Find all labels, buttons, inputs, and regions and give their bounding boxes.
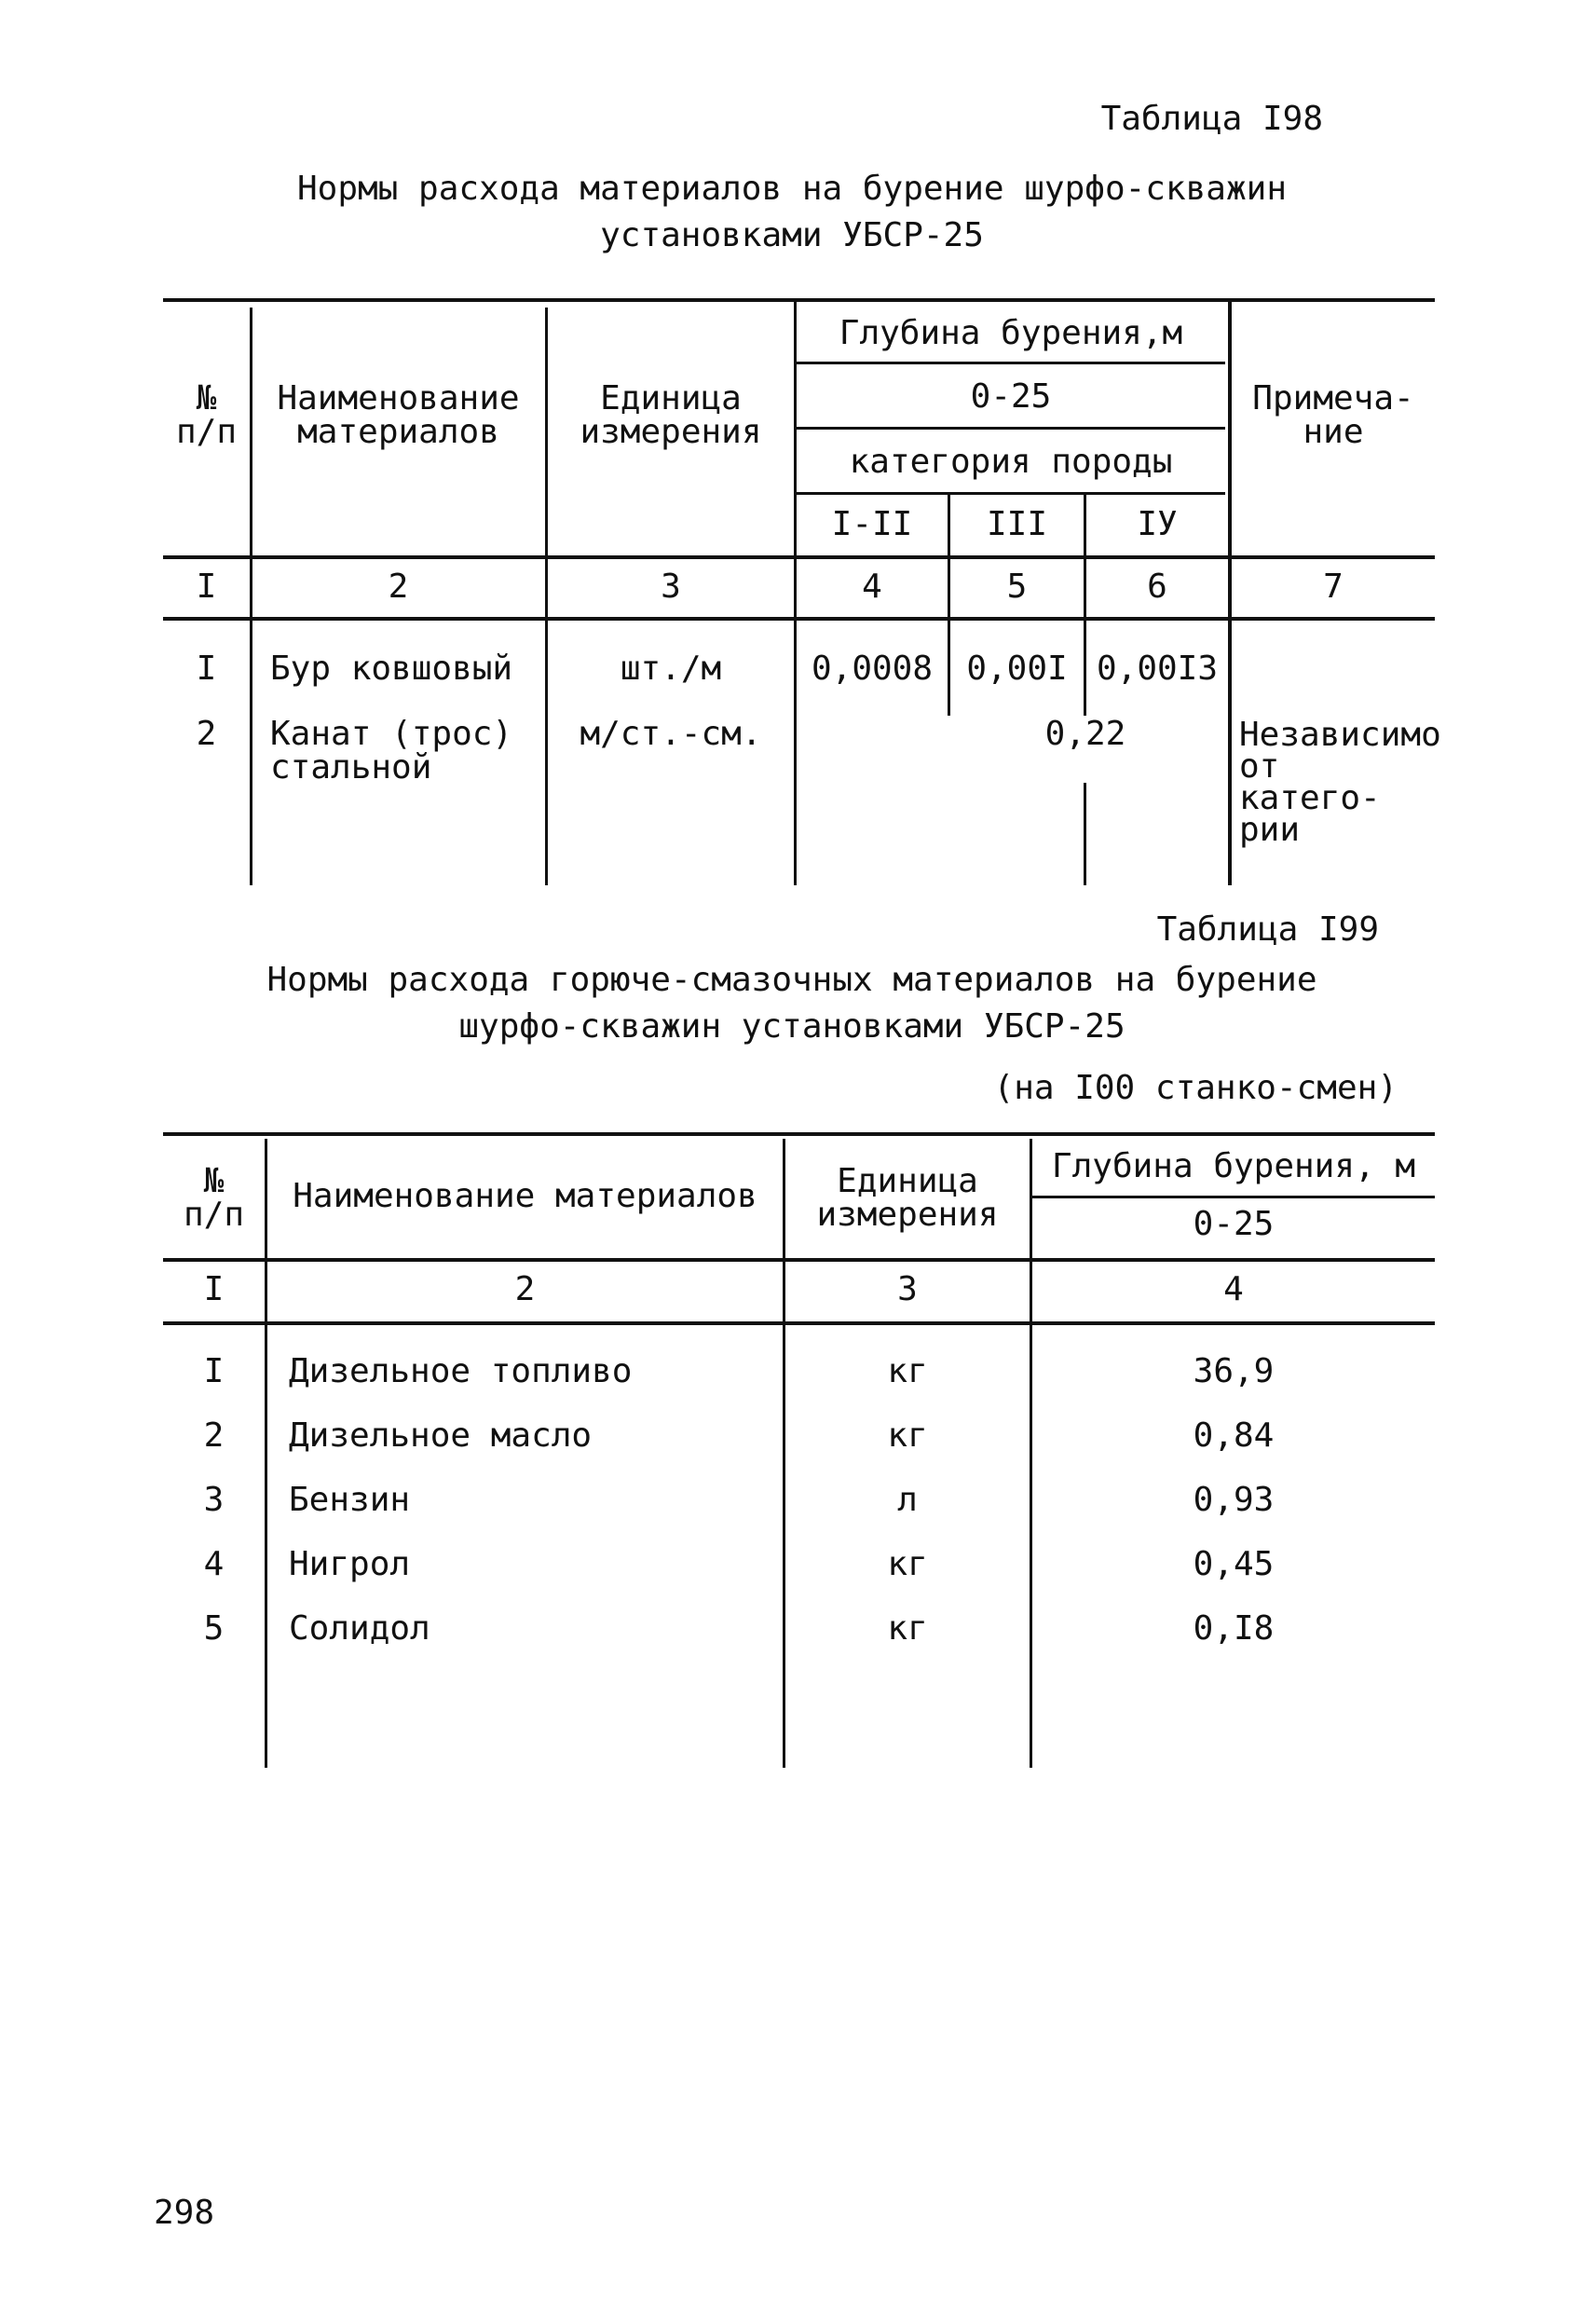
table-199-subtitle: (на I00 станко-смен) [993,1069,1398,1107]
table-199-vrule-1 [265,1139,267,1768]
row-number: I [203,1352,225,1390]
table-199-header-num: № п/п [183,1162,245,1234]
table-199-header-name: Наименование материалов [293,1177,757,1215]
table-198-title-line1: Нормы расхода материалов на бурение шурфо-скважин [296,170,1288,208]
table-199-colnum-4: 4 [1223,1270,1244,1308]
table-198-header-num: № п/п [175,379,238,451]
table-198-colnum-2: 2 [388,568,409,606]
table-198-colnum-1: I [196,568,217,606]
table-199-top-rule [163,1132,1435,1136]
material-name: Бензин [289,1481,411,1519]
table-199-header-range: 0-25 [1193,1205,1275,1243]
unit: л [897,1481,918,1519]
value: 0,84 [1193,1416,1275,1455]
table-198-vrule-5b [1084,783,1086,885]
table-198-header-cat3: IУ [1137,505,1178,543]
table-199-colnum-rule [163,1321,1435,1325]
table-199-colnum-2: 2 [514,1270,536,1308]
table-198-colnum-3: 3 [661,568,681,606]
table-198-header-note: Примеча- ние [1252,379,1414,451]
unit: кг [887,1416,928,1455]
row-number: 2 [203,1416,225,1455]
value: 0,I8 [1193,1609,1275,1648]
table-198-top-rule [163,298,1435,302]
table-198-header-unit: Единица измерения [580,379,762,451]
table-198-header-cat2: III [986,505,1048,543]
unit: шт./м [620,650,722,688]
value: 0,45 [1193,1545,1275,1583]
table-199-header-depth: Глубина бурения, м [1051,1147,1416,1185]
unit: м/ст.-см. [580,715,762,753]
table-199-header-unit: Единица измерения [816,1162,999,1234]
table-199-depth-rule [1032,1196,1435,1198]
row-number: 3 [203,1481,225,1519]
value-cat2: 0,00I [966,650,1068,688]
table-198-colnum-7: 7 [1323,568,1344,606]
table-198-colnum-4: 4 [862,568,882,606]
table-199-label: Таблица I99 [1156,910,1379,949]
table-198-header-name: Наименование материалов [277,379,520,451]
unit: кг [887,1352,928,1390]
table-199-colnum-1: I [203,1270,225,1308]
table-199-title-line1: Нормы расхода горюче-смазочных материалов на бурение [266,961,1317,999]
material-name: Дизельное топливо [289,1352,633,1390]
material-name: Канат (трос) стальной [270,715,513,787]
table-198-depth-rule [797,362,1225,364]
table-198-header-range: 0-25 [970,377,1052,416]
note: Независимо от катего- рии [1239,716,1441,849]
material-name: Солидол [289,1609,430,1648]
table-199-colnum-3: 3 [897,1270,918,1308]
material-name: Дизельное масло [289,1416,593,1455]
material-name: Бур ковшовый [270,650,513,688]
row-number: 4 [203,1545,225,1583]
table-198-header-category: категория породы [849,443,1173,481]
unit: кг [887,1545,928,1583]
material-name: Нигрол [289,1545,411,1583]
table-198-colnum-rule [163,617,1435,621]
table-198-header-depth: Глубина бурения,м [839,314,1183,352]
table-198-range-rule [797,427,1225,430]
row-number: 5 [203,1609,225,1648]
row-number: I [196,650,217,688]
unit: кг [887,1609,928,1648]
page-number: 298 [154,2194,215,2232]
value-merged: 0,22 [1044,715,1126,753]
value: 36,9 [1193,1352,1275,1390]
table-199-title-line2: шурфо-скважин установками УБСР-25 [458,1007,1125,1046]
table-199-header-rule [163,1258,1435,1262]
table-198-label: Таблица I98 [1100,100,1323,138]
table-198-header-cat1: I-II [831,505,913,543]
table-198-colnum-5: 5 [1006,568,1028,606]
value: 0,93 [1193,1481,1275,1519]
value-cat1: 0,0008 [811,650,934,688]
value-cat3: 0,00I3 [1096,650,1219,688]
table-198-title-line2: установками УБСР-25 [600,216,984,254]
table-198-header-rule [163,555,1435,559]
row-number: 2 [196,715,217,753]
table-198-category-rule [797,492,1225,495]
table-198-colnum-6: 6 [1147,568,1167,606]
